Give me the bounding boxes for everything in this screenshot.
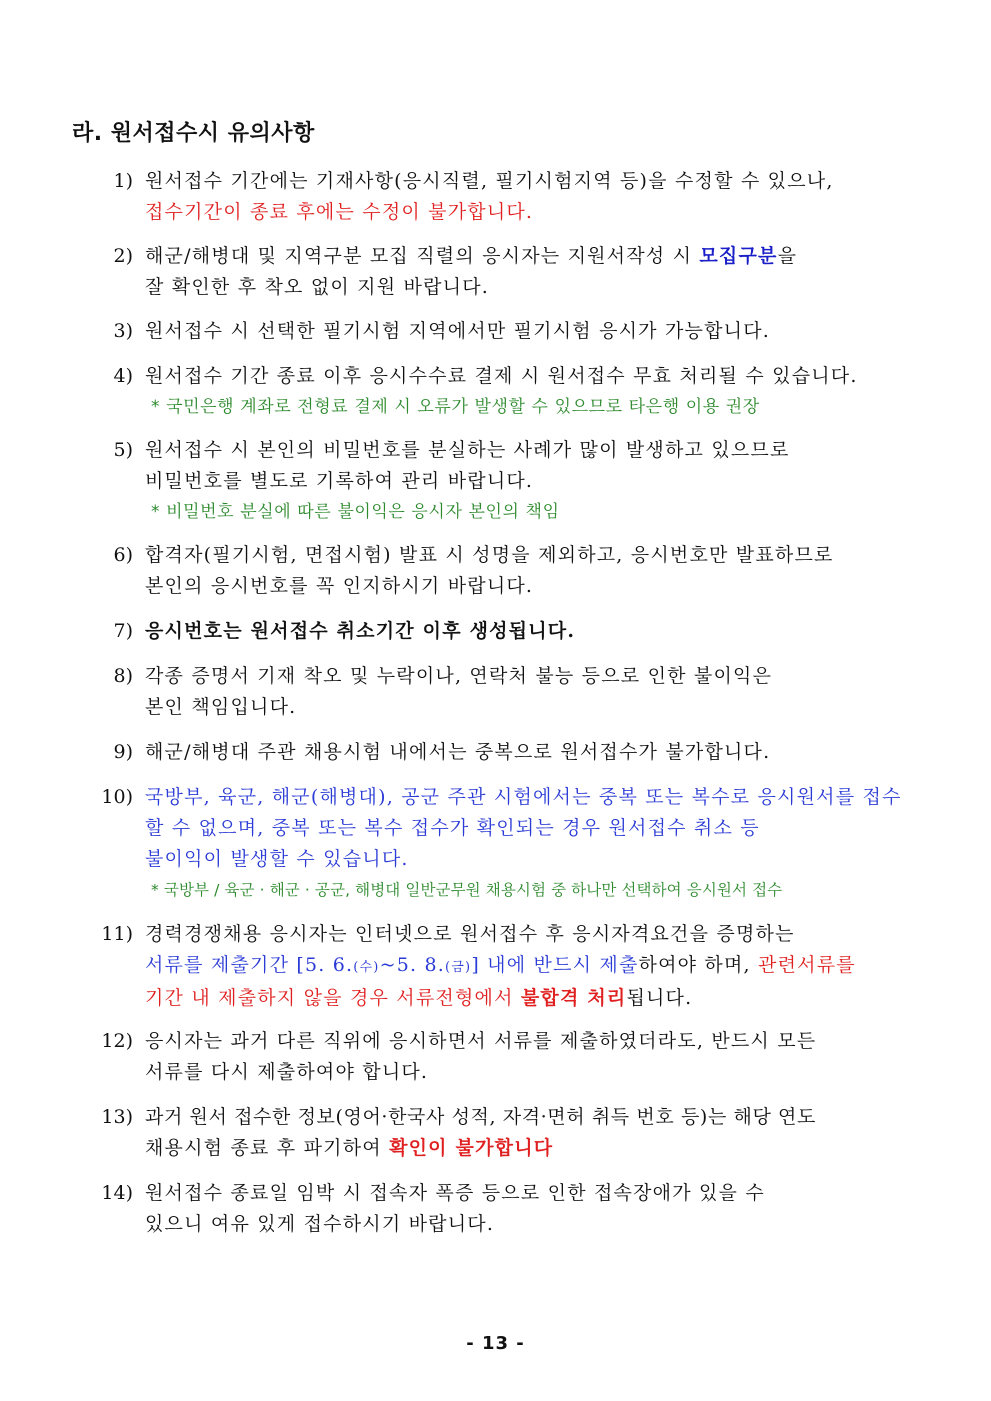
item-body: [145, 737, 935, 768]
item-text: [145, 983, 935, 1014]
item-number: 12): [101, 1030, 133, 1052]
item-body: [145, 661, 935, 723]
item-number: 11): [101, 923, 133, 945]
item-number: 9): [113, 741, 133, 763]
item-body: [145, 241, 935, 303]
item-text: 과거 원서 접수한 정보(영어·한국사 성적, 자격·면허 취득 번호 등)는 해당 연도: [145, 1106, 816, 1128]
text-span: 하여야 하며,: [638, 954, 759, 976]
item-number: 10): [101, 786, 133, 808]
item-number: 4): [113, 365, 133, 387]
item-text: 비밀번호를 별도로 기록하여 관리 바랍니다.: [145, 470, 534, 492]
item-text-warning: 접수기간이 종료 후에는 수정이 불가합니다.: [145, 201, 534, 223]
text-span: 서류를 제출기간 [5. 6.: [145, 954, 354, 976]
item-note: * 국민은행 계좌로 전형료 결제 시 오류가 발생할 수 있으므로 타은행 이용 권장: [151, 397, 760, 417]
text-span: ] 내에 반드시 제출: [471, 954, 639, 976]
weekday-label: (금): [445, 960, 472, 975]
item-number: 6): [113, 544, 133, 566]
item-text: 각종 증명서 기재 착오 및 누락이나, 연락처 불능 등으로 인한 불이익은: [145, 665, 773, 687]
item-text-info: 국방부, 육군, 해군(해병대), 공군 주관 시험에서는 중복 또는 복수로 응시원서를 접수: [145, 786, 902, 808]
item-body: [145, 1102, 935, 1164]
item-number: 7): [113, 620, 133, 642]
item-body: [145, 919, 935, 1014]
item-text: [145, 1133, 935, 1164]
text-span: 됩니다.: [626, 987, 693, 1009]
item-text-info: 불이익이 발생할 수 있습니다.: [145, 848, 409, 870]
item-body: [145, 782, 935, 905]
item-note: * 비밀번호 분실에 따른 불이익은 응시자 본인의 책임: [151, 502, 560, 522]
item-text-info: 할 수 없으며, 중복 또는 복수 접수가 확인되는 경우 원서접수 취소 등: [145, 817, 760, 839]
page-number: - 13 -: [466, 1333, 525, 1354]
item-text: 원서접수 시 본인의 비밀번호를 분실하는 사례가 많이 발생하고 있으므로: [145, 439, 790, 461]
item-body: [145, 1026, 935, 1088]
item-text: 원서접수 시 선택한 필기시험 지역에서만 필기시험 응시가 가능합니다.: [145, 320, 770, 342]
item-text: 서류를 다시 제출하여야 합니다.: [145, 1061, 429, 1083]
item-number: 1): [113, 170, 133, 192]
item-body: [145, 540, 935, 602]
item-body: [145, 1178, 935, 1240]
item-body: [145, 166, 935, 228]
item-text: 본인의 응시번호를 꼭 인지하시기 바랍니다.: [145, 575, 534, 597]
item-text: 잘 확인한 후 착오 없이 지원 바랍니다.: [145, 276, 489, 298]
item-number: 3): [113, 320, 133, 342]
item-note: * 국방부 / 육군 · 해군 · 공군, 해병대 일반군무원 채용시험 중 하나만 선택하여 응시원서 접수: [151, 881, 783, 899]
item-number: 13): [101, 1106, 133, 1128]
highlight-text: 확인이 불가합니다: [389, 1137, 554, 1159]
text-span: 을: [777, 245, 798, 267]
item-text: 원서접수 기간에는 기재사항(응시직렬, 필기시험지역 등)을 수정할 수 있으나,: [145, 170, 834, 192]
text-span: 관련서류를: [758, 954, 856, 976]
item-body: [145, 316, 935, 347]
section-heading: 라. 원서접수시 유의사항: [72, 121, 315, 146]
item-body: [145, 361, 935, 422]
item-text: 원서접수 종료일 임박 시 접속자 폭증 등으로 인한 접속장애가 있을 수: [145, 1182, 765, 1204]
item-text: 경력경쟁채용 응시자는 인터넷으로 원서접수 후 응시자격요건을 증명하는: [145, 923, 795, 945]
item-body: [145, 616, 935, 647]
item-number: 14): [101, 1182, 133, 1204]
highlight-text: 불합격 처리: [520, 987, 627, 1009]
item-text: 합격자(필기시험, 면접시험) 발표 시 성명을 제외하고, 응시번호만 발표하므로: [145, 544, 834, 566]
weekday-label: (수): [353, 960, 380, 975]
item-number: 8): [113, 665, 133, 687]
item-text: 응시자는 과거 다른 직위에 응시하면서 서류를 제출하였더라도, 반드시 모든: [145, 1030, 817, 1052]
item-text: [145, 950, 935, 983]
item-text: [145, 241, 935, 272]
text-span: 채용시험 종료 후 파기하여: [145, 1137, 390, 1159]
item-text-bold: 응시번호는 원서접수 취소기간 이후 생성됩니다.: [145, 620, 576, 642]
item-text: 해군/해병대 주관 채용시험 내에서는 중복으로 원서접수가 불가합니다.: [145, 741, 771, 763]
text-span: 해군/해병대 및 지역구분 모집 직렬의 응시자는 지원서작성 시: [145, 245, 700, 267]
item-number: 2): [113, 245, 133, 267]
text-span: ~5. 8.: [379, 954, 445, 976]
item-text: 있으니 여유 있게 접수하시기 바랍니다.: [145, 1213, 495, 1235]
item-number: 5): [113, 439, 133, 461]
highlight-text: 모집구분: [699, 245, 778, 267]
text-span: 기간 내 제출하지 않을 경우 서류전형에서: [145, 987, 521, 1009]
item-text: 원서접수 기간 종료 이후 응시수수료 결제 시 원서접수 무효 처리될 수 있습니다.: [145, 365, 858, 387]
item-body: [145, 435, 935, 527]
item-text: 본인 책임입니다.: [145, 696, 297, 718]
